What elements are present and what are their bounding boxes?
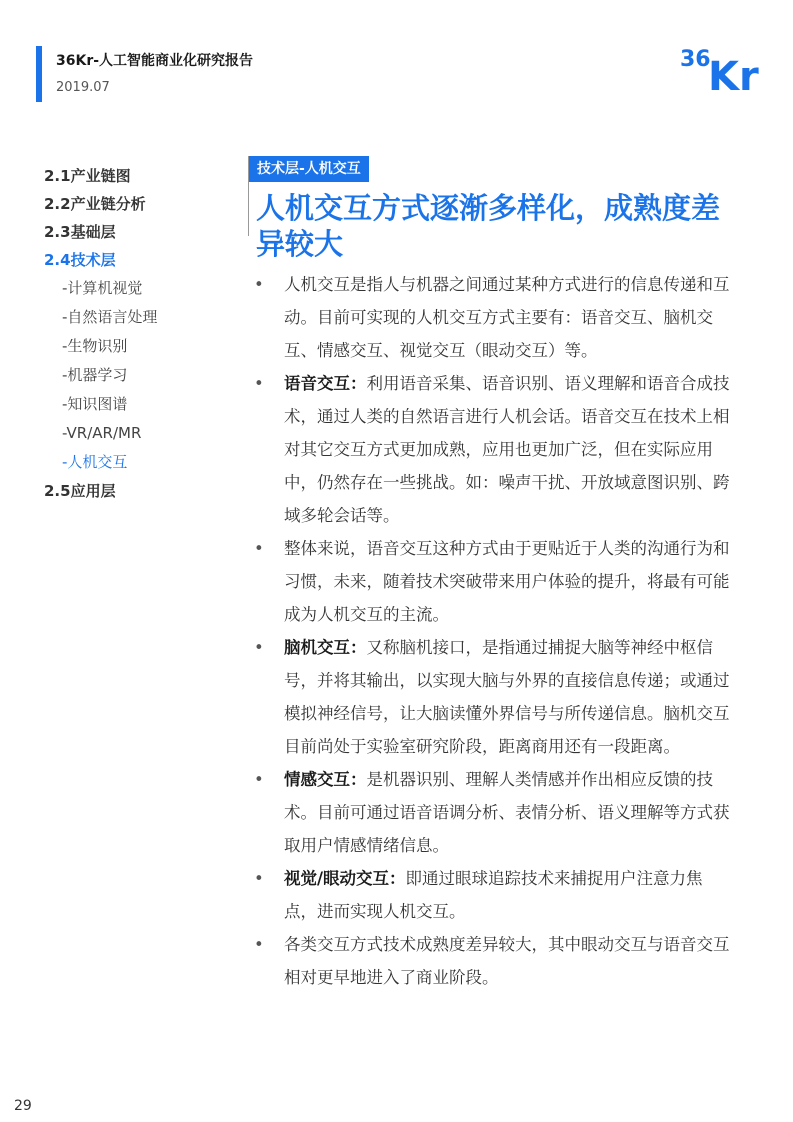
bullet-dot: •	[254, 869, 264, 888]
bullet-item	[252, 268, 732, 367]
logo-36: 36	[680, 47, 711, 72]
bullet-dot: •	[254, 638, 264, 657]
bullet-text: 利用语音采集、语音识别、语义理解和语音合成技术，通过人类的自然语言进行人机会话。语音交互在技术上相对其它交互方式更加成熟，应用也更加广泛，但在实际应用中，仍然存在一些挑战。如：噪声干扰、开放域意图识别、跨域多轮会话等。	[284, 374, 730, 525]
toc-sub-biometrics[interactable]: -生物识别	[62, 337, 128, 355]
bullet-text: 人机交互是指人与机器之间通过某种方式进行的信息传递和互动。目前可实现的人机交互方式主要有：语音交互、脑机交互、情感交互、视觉交互（眼动交互）等。	[284, 275, 730, 360]
bullet-dot: •	[254, 275, 264, 294]
page-headline: 人机交互方式逐渐多样化，成熟度差异较大	[256, 191, 721, 261]
toc-sub-machine-learning[interactable]: -机器学习	[62, 366, 128, 384]
bullet-text: 各类交互方式技术成熟度差异较大，其中眼动交互与语音交互相对更早地进入了商业阶段。	[284, 935, 730, 987]
bullet-term: 语音交互：	[284, 374, 367, 393]
toc-sub-vr-ar-mr[interactable]: -VR/AR/MR	[62, 424, 142, 442]
report-date: 2019.07	[56, 80, 110, 95]
toc-sub-computer-vision[interactable]: -计算机视觉	[62, 279, 143, 297]
bullet-item	[252, 928, 732, 994]
report-title: 36Kr-人工智能商业化研究报告	[56, 53, 254, 69]
bullet-term: 情感交互：	[284, 770, 367, 789]
toc-item-2-2[interactable]: 2.2产业链分析	[44, 195, 146, 213]
toc-sidebar	[44, 162, 244, 505]
bullet-dot: •	[254, 539, 264, 558]
bullet-text: 是机器识别、理解人类情感并作出相应反馈的技术。目前可通过语音语调分析、表情分析、语义理解等方式获取用户情感情绪信息。	[284, 770, 730, 855]
toc-item-2-3[interactable]: 2.3基础层	[44, 223, 116, 241]
bullet-dot: •	[254, 935, 264, 954]
content-body	[252, 268, 732, 994]
bullet-text: 即通过眼球追踪技术来捕捉用户注意力焦点，进而实现人机交互。	[284, 869, 703, 921]
section-tag: 技术层-人机交互	[249, 156, 369, 182]
bullet-dot: •	[254, 374, 264, 393]
bullet-text: 整体来说，语音交互这种方式由于更贴近于人类的沟通行为和习惯，未来，随着技术突破带来用户体验的提升，将最有可能成为人机交互的主流。	[284, 539, 730, 624]
toc-sub-knowledge-graph[interactable]: -知识图谱	[62, 395, 128, 413]
toc-sub-hci[interactable]: -人机交互	[62, 453, 128, 471]
toc-item-2-1[interactable]: 2.1产业链图	[44, 167, 131, 185]
toc-item-2-4[interactable]: 2.4技术层	[44, 251, 116, 269]
36kr-logo	[680, 40, 766, 92]
header-accent-bar	[36, 46, 42, 102]
bullet-item	[252, 367, 732, 532]
bullet-item	[252, 763, 732, 862]
bullet-item	[252, 631, 732, 763]
bullet-text: 又称脑机接口，是指通过捕捉大脑等神经中枢信号，并将其输出，以实现大脑与外界的直接信息传递；或通过模拟神经信号，让大脑读懂外界信号与所传递信息。脑机交互目前尚处于实验室研究阶段，距离商用还有一段距离。	[284, 638, 730, 756]
bullet-term: 脑机交互：	[284, 638, 367, 657]
bullet-item	[252, 862, 732, 928]
bullet-term: 视觉/眼动交互：	[284, 869, 406, 888]
bullet-dot: •	[254, 770, 264, 789]
toc-item-2-5[interactable]: 2.5应用层	[44, 482, 116, 500]
bullet-item	[252, 532, 732, 631]
logo-kr: Kr	[708, 54, 759, 92]
page-number: 29	[14, 1098, 32, 1114]
toc-sub-nlp[interactable]: -自然语言处理	[62, 308, 158, 326]
